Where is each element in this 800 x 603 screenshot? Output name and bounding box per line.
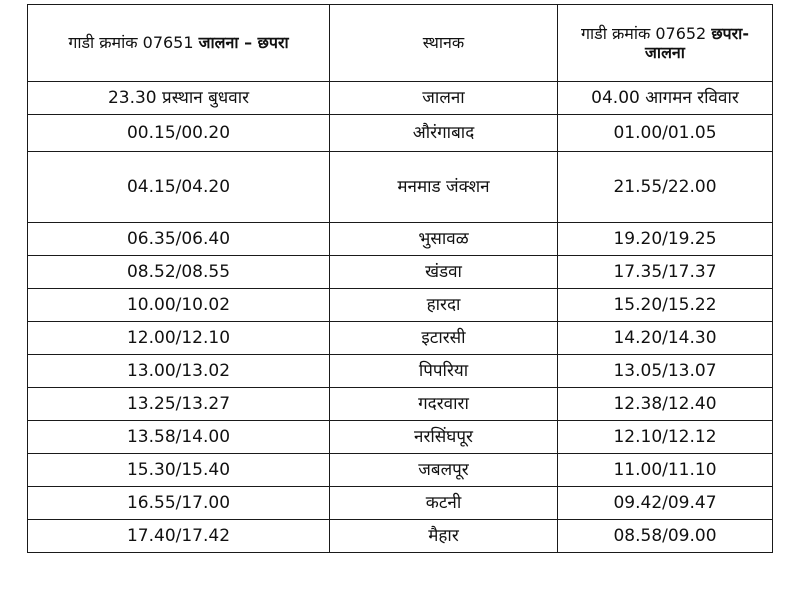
train-07651-time: 12.00/12.10 bbox=[28, 322, 330, 355]
train-07651-time: 17.40/17.42 bbox=[28, 520, 330, 553]
train-07652-time: 13.05/13.07 bbox=[558, 355, 773, 388]
station-name: हारदा bbox=[330, 289, 558, 322]
header-train-07652-route: छपरा-जालना bbox=[645, 23, 749, 62]
train-07651-time: 16.55/17.00 bbox=[28, 487, 330, 520]
table-row bbox=[28, 322, 773, 355]
train-07652-time: 17.35/17.37 bbox=[558, 256, 773, 289]
table-row bbox=[28, 520, 773, 553]
train-07652-time: 09.42/09.47 bbox=[558, 487, 773, 520]
table-row bbox=[28, 388, 773, 421]
header-train-07652 bbox=[558, 5, 773, 82]
train-07651-time: 23.30 प्रस्थान बुधवार bbox=[28, 82, 330, 115]
train-07651-time: 13.25/13.27 bbox=[28, 388, 330, 421]
header-station: स्थानक bbox=[330, 5, 558, 82]
header-train-07651-number: गाडी क्रमांक 07651 bbox=[68, 33, 199, 53]
table-row bbox=[28, 256, 773, 289]
train-07652-time: 12.10/12.12 bbox=[558, 421, 773, 454]
train-07652-time: 15.20/15.22 bbox=[558, 289, 773, 322]
train-07651-time: 13.58/14.00 bbox=[28, 421, 330, 454]
header-train-07651 bbox=[28, 5, 330, 82]
station-name: मनमाड जंक्शन bbox=[330, 152, 558, 223]
table-row bbox=[28, 355, 773, 388]
train-07651-time: 06.35/06.40 bbox=[28, 223, 330, 256]
station-name: कटनी bbox=[330, 487, 558, 520]
train-07652-time: 12.38/12.40 bbox=[558, 388, 773, 421]
station-name: खंडवा bbox=[330, 256, 558, 289]
table-row bbox=[28, 152, 773, 223]
train-07652-time: 08.58/09.00 bbox=[558, 520, 773, 553]
train-timetable bbox=[27, 4, 773, 553]
station-name: मैहार bbox=[330, 520, 558, 553]
train-07652-time: 11.00/11.10 bbox=[558, 454, 773, 487]
train-07651-time: 13.00/13.02 bbox=[28, 355, 330, 388]
train-07652-time: 14.20/14.30 bbox=[558, 322, 773, 355]
table-row bbox=[28, 289, 773, 322]
station-name: भुसावळ bbox=[330, 223, 558, 256]
table-row bbox=[28, 82, 773, 115]
table-row bbox=[28, 454, 773, 487]
table-row bbox=[28, 115, 773, 152]
table-header-row bbox=[28, 5, 773, 82]
station-name: जालना bbox=[330, 82, 558, 115]
table-row bbox=[28, 421, 773, 454]
train-07651-time: 08.52/08.55 bbox=[28, 256, 330, 289]
train-07651-time: 00.15/00.20 bbox=[28, 115, 330, 152]
table-row bbox=[28, 223, 773, 256]
station-name: औरंगाबाद bbox=[330, 115, 558, 152]
train-07651-time: 15.30/15.40 bbox=[28, 454, 330, 487]
station-name: नरसिंघपूर bbox=[330, 421, 558, 454]
train-07652-time: 04.00 आगमन रविवार bbox=[558, 82, 773, 115]
header-train-07651-route: जालना – छपरा bbox=[198, 33, 289, 53]
station-name: पिपरिया bbox=[330, 355, 558, 388]
train-07652-time: 21.55/22.00 bbox=[558, 152, 773, 223]
train-07651-time: 04.15/04.20 bbox=[28, 152, 330, 223]
station-name: इटारसी bbox=[330, 322, 558, 355]
table-row bbox=[28, 487, 773, 520]
train-07652-time: 01.00/01.05 bbox=[558, 115, 773, 152]
header-train-07652-number: गाडी क्रमांक 07652 bbox=[581, 23, 712, 43]
station-name: जबलपूर bbox=[330, 454, 558, 487]
station-name: गदरवारा bbox=[330, 388, 558, 421]
train-07652-time: 19.20/19.25 bbox=[558, 223, 773, 256]
train-07651-time: 10.00/10.02 bbox=[28, 289, 330, 322]
